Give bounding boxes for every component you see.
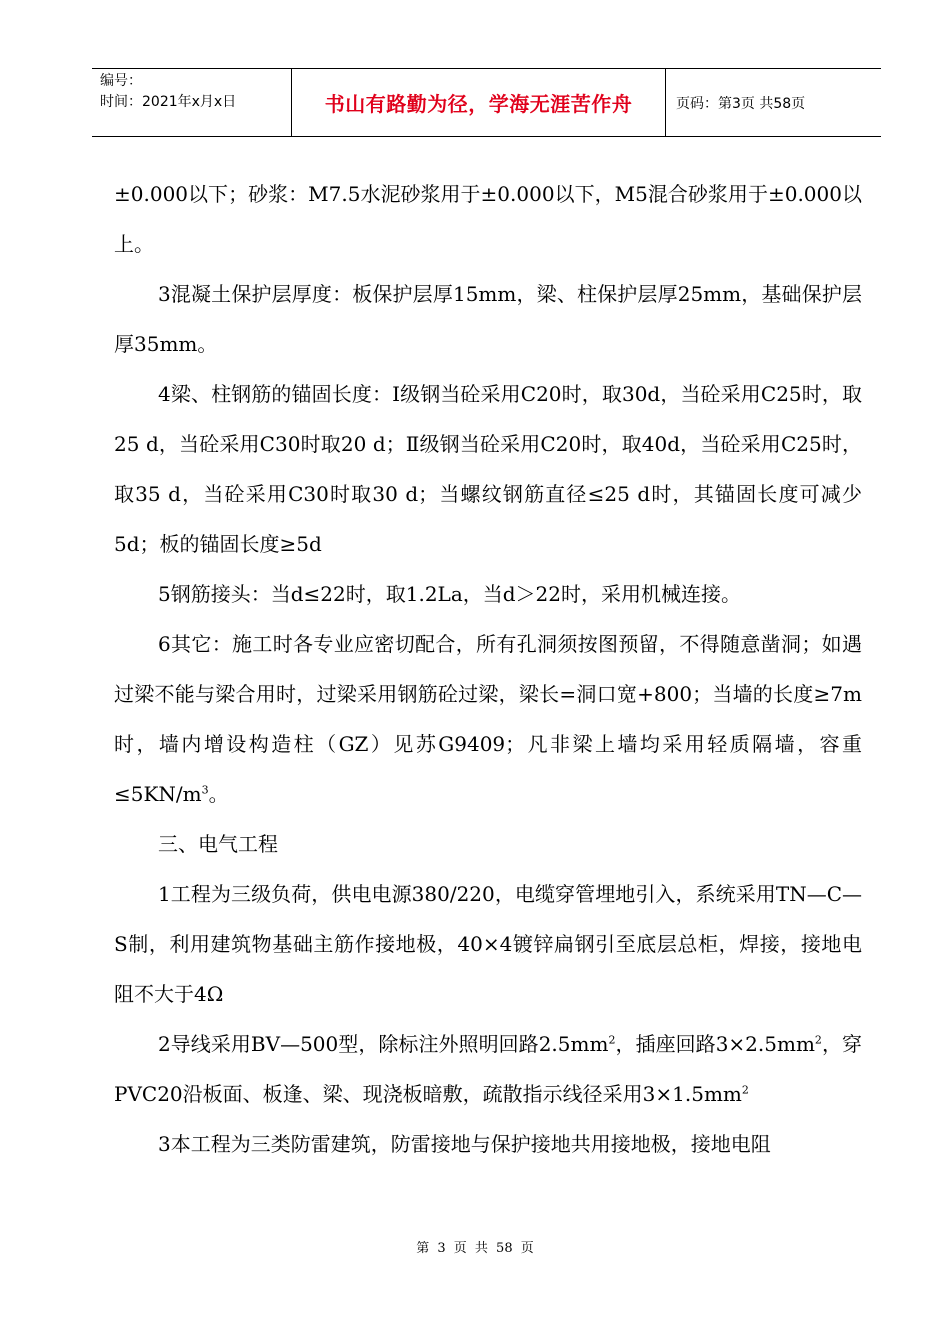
superscript: 2 xyxy=(741,1083,749,1097)
paragraph-text: ，穿PVC20沿板面、板逢、梁、现浇板暗敷，疏散指示线径采用3×1.5mm xyxy=(114,1032,863,1106)
paragraph: 3本工程为三类防雷建筑，防雷接地与保护接地共用接地极，接地电阻 xyxy=(158,1132,771,1156)
paragraph-text: 2导线采用BV—500型，除标注外照明回路2.5mm xyxy=(158,1032,609,1056)
paragraph: 1工程为三级负荷，供电电源380/220，电缆穿管埋地引入，系统采用TN—C—S制，利用建筑物基础主筋作接地极，40×4镀锌扁钢引至底层总柜，焊接，接地电阻不大于4Ω xyxy=(114,882,862,1006)
header-meta xyxy=(92,69,292,136)
paragraph-tail: 。 xyxy=(208,782,229,806)
paragraph: 4梁、柱钢筋的锚固长度：Ⅰ级钢当砼采用C20时，取30d，当砼采用C25时，取25 d，当砼采用C30时取20 d；Ⅱ级钢当砼采用C20时，取40d，当砼采用C25时，取35 d，当砼采用C30时取30 d；当螺纹钢筋直径≤25 d时，其锚固长度可减少5d；板的锚固长度≥5d xyxy=(114,382,862,556)
paragraph: ±0.000以下；砂浆：M7.5水泥砂浆用于±0.000以下，M5混合砂浆用于±0.000以上。 xyxy=(114,182,862,256)
superscript: 2 xyxy=(814,1033,822,1047)
paragraph-text: ，插座回路3×2.5mm xyxy=(615,1032,815,1056)
paragraph xyxy=(114,619,862,819)
section-heading: 三、电气工程 xyxy=(158,832,278,856)
paragraph: 5钢筋接头：当d≤22时，取1.2La，当d＞22时，采用机械连接。 xyxy=(158,582,741,606)
header-page-info: 页码：第3页 共58页 xyxy=(676,95,806,112)
date-label: 时间：2021年x月x日 xyxy=(100,94,237,110)
page-header xyxy=(92,68,881,137)
paragraph xyxy=(114,1019,862,1119)
superscript: 3 xyxy=(201,783,209,797)
paragraph: 3混凝土保护层厚度：板保护层厚15mm，梁、柱保护层厚25mm，基础保护层厚35mm。 xyxy=(114,282,862,356)
header-motto: 书山有路勤为径，学海无涯苦作舟 xyxy=(292,69,666,136)
superscript: 2 xyxy=(608,1033,616,1047)
page-footer: 第 3 页 共 58 页 xyxy=(416,1241,534,1256)
code-label: 编号： xyxy=(100,73,142,89)
paragraph-text: 6其它：施工时各专业应密切配合，所有孔洞须按图预留，不得随意凿洞；如遇过梁不能与梁合用时，过梁采用钢筋砼过梁，梁长=洞口宽+800；当墙的长度≥7m时，墙内增设构造柱（GZ）见苏G9409；凡非梁上墙均采用轻质隔墙，容重≤5KN/m xyxy=(114,632,862,806)
document-body xyxy=(114,169,862,1169)
